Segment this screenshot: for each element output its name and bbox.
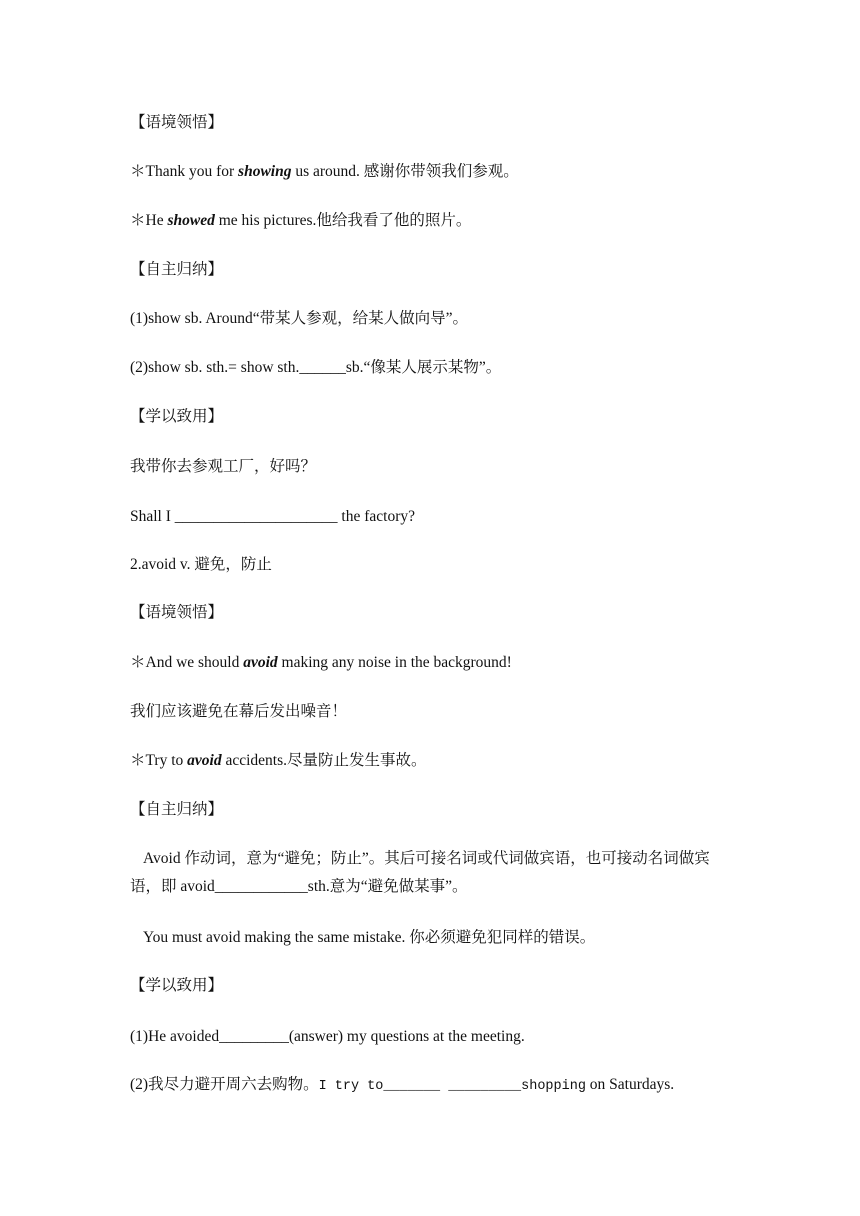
example-text-post: me his pictures.他给我看了他的照片。 bbox=[214, 212, 472, 229]
example-keyword: avoid bbox=[187, 752, 222, 769]
summary-point: (1)show sb. Around“带某人参观，给某人做向导”。 bbox=[130, 310, 468, 327]
example-text-post: making any noise in the background! bbox=[277, 654, 512, 671]
fill-in-question bbox=[130, 1075, 674, 1097]
section-heading-context: 【语境领悟】 bbox=[130, 604, 224, 621]
example-keyword: avoid bbox=[243, 654, 278, 671]
summary-paragraph: Avoid 作动词，意为“避免；防止”。其后可接名词或代词做宾语，也可接动名词做宾语，即 avoid____________sth.意为“避免做某事”。 bbox=[130, 850, 710, 895]
example-text-post: us around. 感谢你带领我们参观。 bbox=[291, 163, 519, 180]
question-blanks: I try to_______ _________shopping bbox=[318, 1079, 586, 1094]
example-sentence bbox=[130, 751, 427, 771]
section-heading-context: 【语境领悟】 bbox=[130, 114, 224, 131]
example-translation: 我们应该避免在幕后发出噪音！ bbox=[130, 703, 348, 720]
example-text-pre: ＊Try to bbox=[130, 752, 188, 769]
fill-in-question: Shall I _____________________ the factory? bbox=[130, 508, 415, 525]
section-heading-summary: 【自主归纳】 bbox=[130, 801, 224, 818]
practice-prompt: 我带你去参观工厂，好吗？ bbox=[130, 458, 317, 475]
vocabulary-item: 2.avoid v. 避免，防止 bbox=[130, 556, 272, 573]
section-heading-summary: 【自主归纳】 bbox=[130, 261, 224, 278]
section-heading-practice: 【学以致用】 bbox=[130, 408, 224, 425]
example-sentence bbox=[130, 162, 519, 182]
fill-in-question: (1)He avoided_________(answer) my questions at the meeting. bbox=[130, 1028, 525, 1045]
example-text-pre: ＊He bbox=[130, 212, 168, 229]
question-prompt: (2)我尽力避开周六去购物。 bbox=[130, 1076, 319, 1093]
example-text-post: accidents.尽量防止发生事故。 bbox=[221, 752, 427, 769]
question-tail: on Saturdays. bbox=[585, 1076, 675, 1093]
example-text-pre: ＊And we should bbox=[130, 654, 244, 671]
example-sentence bbox=[130, 211, 471, 231]
example-keyword: showing bbox=[238, 163, 292, 180]
example-keyword: showed bbox=[167, 212, 215, 229]
summary-point: (2)show sb. sth.= show sth.______sb.“像某人展示某物”。 bbox=[130, 359, 502, 376]
example-sentence: You must avoid making the same mistake. 你必须避免犯同样的错误。 bbox=[143, 929, 596, 946]
example-text-pre: ＊Thank you for bbox=[130, 163, 239, 180]
section-heading-practice: 【学以致用】 bbox=[130, 977, 224, 994]
example-sentence bbox=[130, 653, 512, 673]
